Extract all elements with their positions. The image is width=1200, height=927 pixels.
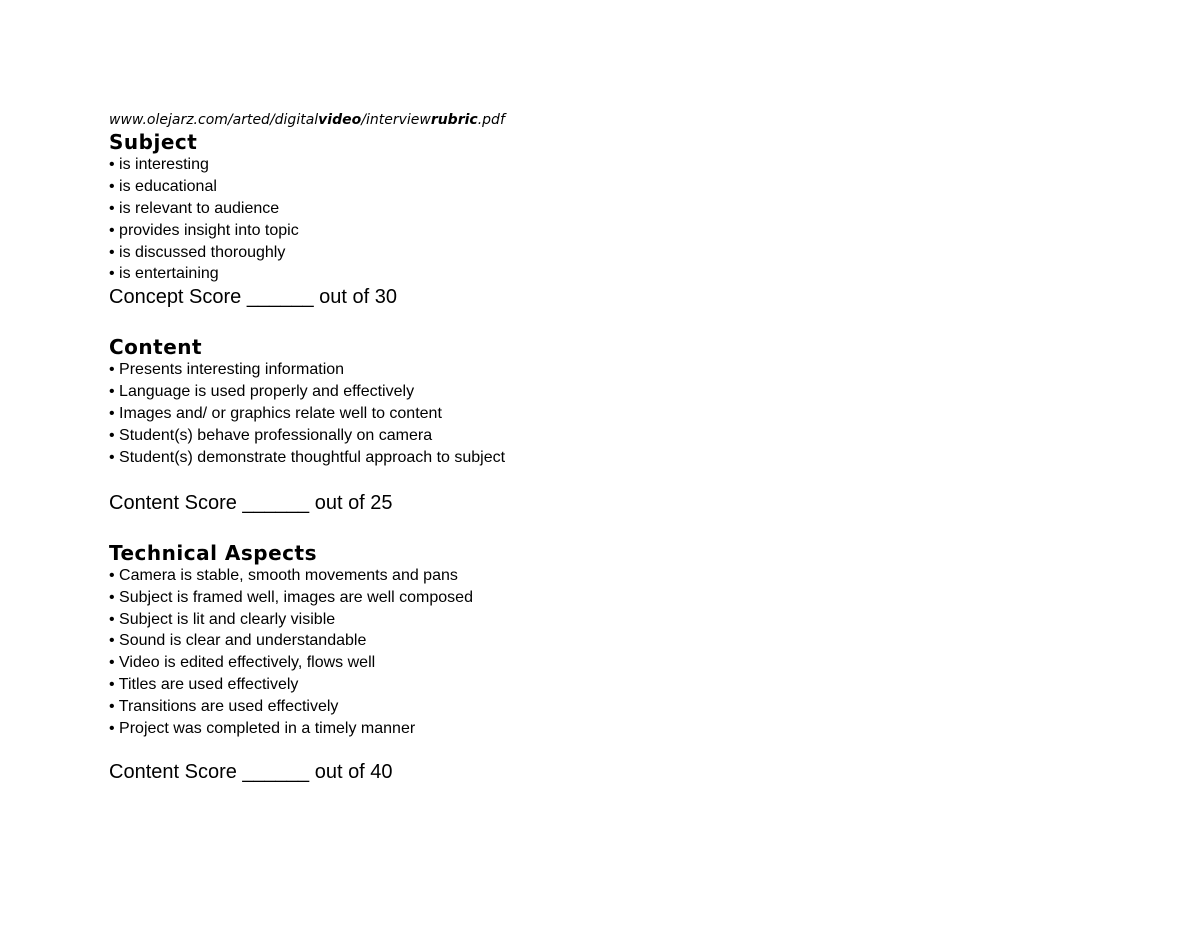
technical-criteria-list	[109, 565, 1109, 740]
list-item: • is entertaining	[109, 265, 219, 283]
url-segment: www.olejarz.com/arted/digital	[109, 112, 319, 128]
subject-criteria-list	[109, 154, 1109, 285]
url-segment: /interview	[361, 112, 431, 128]
list-item: • Camera is stable, smooth movements and pans	[109, 566, 458, 584]
list-item: • provides insight into topic	[109, 221, 299, 239]
list-item: • is interesting	[109, 156, 209, 173]
list-item: • is discussed thoroughly	[109, 243, 286, 261]
list-item: • Subject is lit and clearly visible	[109, 610, 336, 628]
list-item: • Sound is clear and understandable	[109, 632, 367, 650]
list-item: • Titles are used effectively	[109, 676, 299, 694]
list-item: • Images and/ or graphics relate well to content	[109, 405, 442, 423]
section-title-content: Content	[109, 335, 203, 360]
list-item: • Student(s) behave professionally on camera	[109, 427, 433, 445]
list-item: • is educational	[109, 177, 217, 195]
section-title-technical-aspects: Technical Aspects	[109, 540, 317, 565]
list-item: • Transitions are used effectively	[109, 698, 339, 716]
list-item: • Project was completed in a timely manner	[109, 720, 416, 738]
list-item: • Subject is framed well, images are well composed	[109, 588, 473, 606]
source-url	[109, 110, 1109, 130]
list-item: • Presents interesting information	[109, 361, 345, 379]
url-segment: .pdf	[477, 112, 505, 128]
url-segment-bold: video	[318, 112, 362, 128]
technical-score-line: Content Score ______ out of 40	[109, 760, 393, 783]
list-item: • Video is edited effectively, flows well	[109, 654, 376, 672]
list-item: • Student(s) demonstrate thoughtful approach to subject	[109, 448, 506, 466]
content-score-line: Content Score ______ out of 25	[109, 491, 393, 514]
url-segment-bold: rubric	[430, 112, 478, 128]
rubric-page	[109, 110, 1109, 784]
section-title-subject: Subject	[109, 130, 198, 154]
concept-score-line: Concept Score ______ out of 30	[109, 286, 397, 309]
content-criteria-list	[109, 359, 1109, 468]
list-item: • Language is used properly and effectively	[109, 383, 415, 401]
list-item: • is relevant to audience	[109, 199, 280, 217]
